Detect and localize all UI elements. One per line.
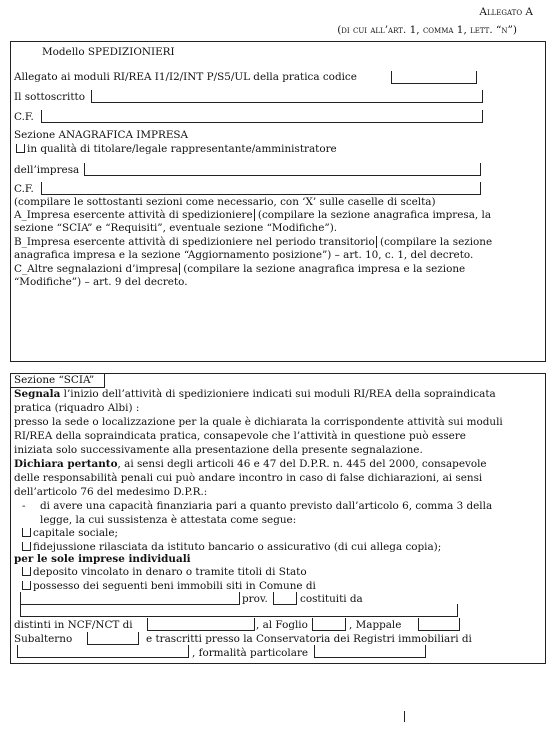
deposito-label: deposito vincolato in denaro o tramite titoli di Stato xyxy=(33,566,307,578)
costituiti-label: costituiti da xyxy=(300,593,363,605)
possesso-row xyxy=(22,580,316,592)
fidejussione-checkbox[interactable] xyxy=(22,542,31,551)
conservatoria-field[interactable] xyxy=(17,645,189,658)
pratica-codice-field[interactable] xyxy=(391,71,477,84)
mappale-label: , Mappale xyxy=(349,619,402,631)
bullet-line2: legge, la cui sussistenza è attestata come segue: xyxy=(40,514,297,526)
presso-line2: RI/REA della sopraindicata pratica, consapevole che l’attività in questione può essere xyxy=(14,430,466,442)
option-a-desc: (compilare la sezione anagrafica impresa, la xyxy=(257,209,492,221)
subalterno-label: Subalterno xyxy=(14,633,73,645)
cf2-field[interactable] xyxy=(41,182,481,195)
sottoscritto-label: Il sottoscritto xyxy=(14,91,85,103)
segnala-text: l’inizio dell’attività di spedizioniere indicati sui moduli RI/REA della sopraindicata xyxy=(63,388,496,400)
costituiti-field[interactable] xyxy=(20,604,458,617)
qualita-checkbox[interactable] xyxy=(16,144,25,153)
option-b-line2: anagrafica impresa e la sezione “Aggiornamento posizione”) – art. 10, c. 1, del decreto. xyxy=(14,249,474,261)
qualita-label: in qualità di titolare/legale rappresentante/amministratore xyxy=(27,143,337,155)
deposito-checkbox[interactable] xyxy=(22,567,31,576)
possesso-checkbox[interactable] xyxy=(22,581,31,590)
presso-line1: presso la sede o localizzazione per la quale è dichiarata la corrispondente attività sui moduli xyxy=(14,416,503,428)
bullet-dash: - xyxy=(22,500,26,512)
formalita-label: , formalità particolare xyxy=(192,647,309,659)
formalita-field[interactable] xyxy=(314,645,426,658)
dichiara-line2: delle responsabilità penali cui può andare incontro in caso di false dichiarazioni, ai sensi xyxy=(14,472,483,484)
ncf-field[interactable] xyxy=(147,618,255,631)
distinti-label: distinti in NCF/NCT di xyxy=(14,619,133,631)
capitale-label: capitale sociale; xyxy=(33,527,119,539)
prov-label: prov. xyxy=(242,593,268,605)
corner-mark xyxy=(404,711,405,722)
option-b-desc: (compilare la sezione xyxy=(380,236,493,248)
modello-title: Modello SPEDIZIONIERI xyxy=(42,46,175,58)
dichiara-text: , ai sensi degli articoli 46 e 47 del D.P.R. n. 445 del 2000, consapevole xyxy=(117,458,487,470)
capitale-checkbox[interactable] xyxy=(22,528,31,537)
foglio-field[interactable] xyxy=(312,618,346,631)
option-b-line1 xyxy=(14,236,544,248)
trascritti-label: e trascritti presso la Conservatoria dei Registri immobiliari di xyxy=(146,633,472,645)
presso-line3: iniziata solo successivamente alla presentazione della presente segnalazione. xyxy=(14,444,423,456)
option-a-label[interactable]: A_Impresa esercente attività di spedizioniere xyxy=(14,209,253,221)
fidejussione-row xyxy=(22,541,441,553)
segnala-line1 xyxy=(14,388,496,400)
allegato-label: Allegato A xyxy=(479,6,533,18)
compilare-note: (compilare le sottostanti sezioni come necessario, con ‘X’ sulle caselle di scelta) xyxy=(14,196,436,208)
option-c-desc: (compilare la sezione anagrafica impresa e la sezione xyxy=(183,263,466,275)
possesso-label: possesso dei seguenti beni immobili siti in Comune di xyxy=(33,580,316,592)
impresa-field[interactable] xyxy=(84,163,481,176)
option-c-line2: “Modifiche”) – art. 9 del decreto. xyxy=(14,276,188,288)
scia-title: Sezione “SCIA” xyxy=(14,374,95,386)
deposito-row xyxy=(22,566,307,578)
segnala-bold: Segnala xyxy=(14,388,61,400)
cf1-label: C.F. xyxy=(14,111,34,123)
dichiara-bold: Dichiara pertanto xyxy=(14,458,118,470)
segnala-line2: pratica (riquadro Albi) : xyxy=(14,402,140,414)
dichiara-line1 xyxy=(14,458,487,470)
bullet-line1: di avere una capacità finanziaria pari a quanto previsto dall’articolo 6, comma 3 della xyxy=(40,500,493,512)
option-c-label[interactable]: C_Altre segnalazioni d’impresa xyxy=(14,263,178,275)
option-c-line1 xyxy=(14,263,544,275)
option-a-line1 xyxy=(14,209,544,221)
mappale-field[interactable] xyxy=(418,618,460,631)
cf2-label: C.F. xyxy=(14,183,34,195)
allegato-moduli-label: Allegato ai moduli RI/REA I1/I2/INT P/S5/UL della pratica codice xyxy=(14,71,357,83)
option-a-line2: sezione “SCIA” e “Requisiti”, eventuale sezione “Modifiche”). xyxy=(14,222,338,234)
option-b-label[interactable]: B_Impresa esercente attività di spedizioniere nel periodo transitorio xyxy=(14,236,375,248)
capitale-row xyxy=(22,527,118,539)
di-cui-label: (di cui all’art. 1, comma 1, lett. “n”) xyxy=(337,24,517,36)
qualita-row xyxy=(16,143,337,155)
cf1-field[interactable] xyxy=(41,110,483,123)
subalterno-field[interactable] xyxy=(87,632,139,645)
fidejussione-label: fidejussione rilasciata da istituto bancario o assicurativo (di cui allega copia); xyxy=(33,541,442,553)
dichiara-line3: dell’articolo 76 del medesimo D.P.R.: xyxy=(14,486,208,498)
sezione-anagrafica-title: Sezione ANAGRAFICA IMPRESA xyxy=(14,129,189,141)
sole-imprese-label: per le sole imprese individuali xyxy=(14,553,191,565)
dellimpresa-label: dell’impresa xyxy=(14,164,80,176)
foglio-label: , al Foglio xyxy=(256,619,308,631)
sottoscritto-field[interactable] xyxy=(91,90,483,103)
